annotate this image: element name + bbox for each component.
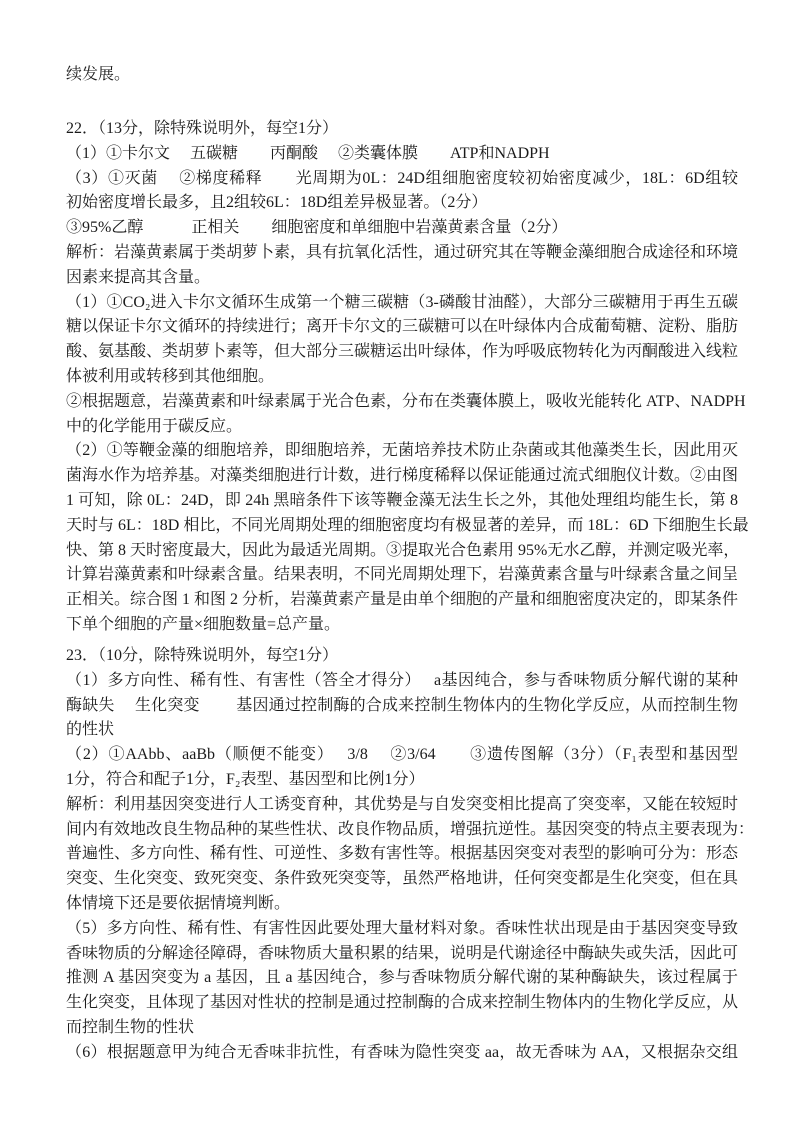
analysis-line: 间内有效地改良生物品种的某些性状、改良作物品质，增强抗逆性。基因突变的特点主要表现为： [66,820,755,838]
question-heading: 22．（13分，除特殊说明外，每空1分） [66,120,339,137]
analysis-line: 糖以保证卡尔文循环的持续进行；离开卡尔文的三碳糖可以在叶绿体内合成葡萄糖、淀粉、脂肪 [66,318,739,336]
answer-line: （1）①卡尔文 五碳糖 丙酮酸 ②类囊体膜 ATP和NADPH [66,144,550,162]
analysis-line: 天时与 6L：18D 相比，不同光周期处理的细胞密度均有极显著的差异，而 18L：6D 下细胞生长最 [66,516,749,534]
analysis-line: 而控制生物的性状 [66,1018,195,1036]
intro-section [66,63,738,88]
analysis-line: （5）多方向性、稀有性、有害性因此要处理大量材料对象。香味性状出现是由于基因突变导致 [66,919,738,937]
analysis-line: 香味物质的分解途径障碍，香味物质大量积累的结果，说明是代谢途径中酶缺失或失活，因此可 [66,944,739,962]
answer-line: 1分，符合和配子1分，F₂表型、基因型和比例1分） [66,770,425,788]
answer-line: （2）①AAbb、aaBb（顺便不能变） 3/8 ②3/64 ③遗传图解（3分）（F₁表型和基因型 [66,746,738,764]
analysis-line: 正相关。综合图 1 和图 2 分析，岩藻黄素产量是由单个细胞的产量和细胞密度决定的，即某条件 [66,591,739,609]
answer-line: （3）①灭菌 ②梯度稀释 光周期为0L：24D组细胞密度较初始密度减少，18L：6D组较 [66,169,738,187]
analysis-line: 突变、生化突变、致死突变、条件致死突变等，虽然严格地讲，任何突变都是生化突变，但在具 [66,870,739,888]
analysis-line: 解析：岩藻黄素属于类胡萝卜素，具有抗氧化活性，通过研究其在等鞭金藻细胞合成途径和环境 [66,243,739,261]
analysis-line: 推测 A 基因突变为 a 基因，且 a 基因纯合，参与香味物质分解代谢的某种酶缺失，该过程属于 [66,969,738,987]
analysis-line: ②根据题意，岩藻黄素和叶绿素属于光合色素，分布在类囊体膜上，吸收光能转化 ATP、NADPH [66,392,746,410]
analysis-line: 体被利用或转移到其他细胞。 [66,367,275,385]
analysis-line: 普遍性、多方向性、稀有性、可逆性、多数有害性等。根据基因突变对表型的影响可分为：形态 [66,845,739,863]
answer-line: （1）多方向性、稀有性、有害性（答全才得分） a基因纯合，参与香味物质分解代谢的某种 [66,671,738,689]
analysis-line: 酸、氨基酸、类胡萝卜素等，但大部分三碳糖运出叶绿体，作为呼吸底物转化为丙酮酸进入线粒 [66,343,739,361]
question-heading: 23．（10分，除特殊说明外，每空1分） [66,647,339,664]
question-23-answer [66,644,755,1066]
analysis-line: 快、第 8 天时密度最大，因此为最适光周期。③提取光合色素用 95%无水乙醇，并测定吸光率， [66,541,740,559]
text-line: 续发展。 [66,66,131,83]
answer-line: 酶缺失 生化突变 基因通过控制酶的合成来控制生物体内的生物化学反应，从而控制生物 [66,696,738,714]
analysis-line: （2）①等鞭金藻的细胞培养，即细胞培养，无菌培养技术防止杂菌或其他藻类生长，因此用灭 [66,442,738,460]
analysis-line: （6）根据题意甲为纯合无香味非抗性，有香味为隐性突变 aa，故无香味为 AA，又根据杂交组 [66,1043,738,1061]
analysis-line: （1）①CO₂进入卡尔文循环生成第一个糖三碳糖（3-磷酸甘油醛），大部分三碳糖用于再生五碳 [66,293,738,311]
answer-line: 初始密度增长最多，且2组较6L：18D组差异极显著。（2分） [66,194,488,212]
analysis-line: 菌海水作为培养基。对藻类细胞进行计数，进行梯度稀释以保证能通过流式细胞仪计数。②由图 [66,467,739,485]
analysis-line: 1 可知，除 0L：24D，即 24h 黑暗条件下该等鞭金藻无法生长之外，其他处理组均能生长，第 8 [66,491,738,509]
analysis-line: 中的化学能用于碳反应。 [66,417,243,435]
question-22-answer [66,117,749,638]
analysis-line: 生化突变，且体现了基因对性状的控制是通过控制酶的合成来控制生物体内的生物化学反应，从 [66,994,739,1012]
answer-line: 的性状 [66,721,115,739]
analysis-line: 因素来提高其含量。 [66,268,211,286]
answer-line: ③95%乙醇 正相关 细胞密度和单细胞中岩藻黄素含量（2分） [66,219,568,237]
analysis-line: 解析：利用基因突变进行人工诱变育种，其优势是与自发突变相比提高了突变率，又能在较短时 [66,795,739,813]
analysis-line: 体情境下还是要依据情境判断。 [66,894,291,912]
analysis-line: 计算岩藻黄素和叶绿素含量。结果表明，不同光周期处理下，岩藻黄素含量与叶绿素含量之间呈 [66,566,739,584]
analysis-line: 下单个细胞的产量×细胞数量=总产量。 [66,615,341,633]
